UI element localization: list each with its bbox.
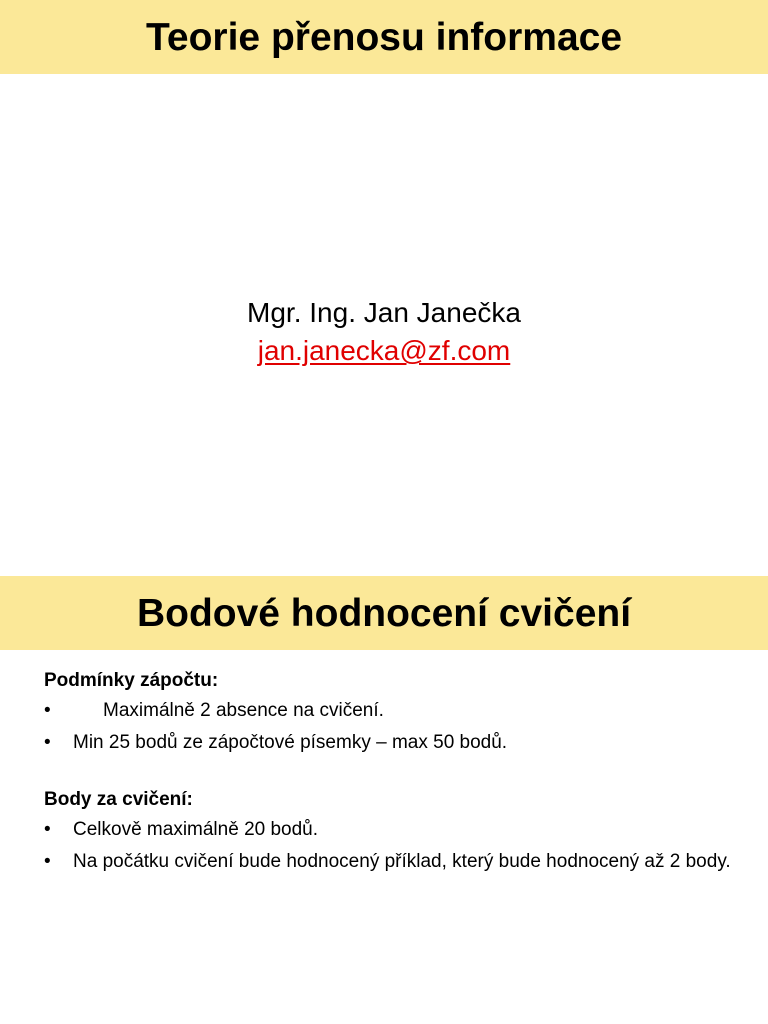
title-bar	[0, 0, 768, 74]
author-block	[0, 294, 768, 370]
bullet-icon: •	[44, 819, 51, 840]
section-heading-exercise-points: Body za cvičení:	[44, 789, 193, 810]
slide-grading-heading: Bodové hodnocení cvičení	[136, 591, 632, 635]
list-item	[44, 698, 734, 724]
section-heading-credit-conditions: Podmínky zápočtu:	[44, 670, 219, 691]
list-item	[44, 817, 734, 843]
author-name: Mgr. Ing. Jan Janečka	[247, 297, 521, 328]
bullet-icon: •	[44, 700, 51, 721]
list-item-text: Min 25 bodů ze zápočtové písemky – max 50 bodů.	[73, 732, 508, 753]
grading-content	[44, 668, 734, 881]
author-email-link[interactable]: jan.janecka@zf.com	[257, 335, 511, 366]
slide-title-heading: Teorie přenosu informace	[145, 15, 623, 59]
section-spacer	[44, 762, 734, 787]
bullet-icon: •	[44, 732, 51, 753]
title-bar	[0, 576, 768, 650]
bullet-icon: •	[44, 851, 51, 872]
list-item-text: Na počátku cvičení bude hodnocený příklad, který bude hodnocený až 2 body.	[73, 851, 731, 872]
exercise-points-list	[44, 817, 734, 875]
list-item-text: Celkově maximálně 20 bodů.	[73, 819, 319, 840]
list-item	[44, 730, 734, 756]
list-item	[44, 849, 734, 875]
credit-conditions-list	[44, 698, 734, 756]
list-item-text: Maximálně 2 absence na cvičení.	[103, 700, 384, 721]
slide-grading	[0, 576, 768, 1024]
